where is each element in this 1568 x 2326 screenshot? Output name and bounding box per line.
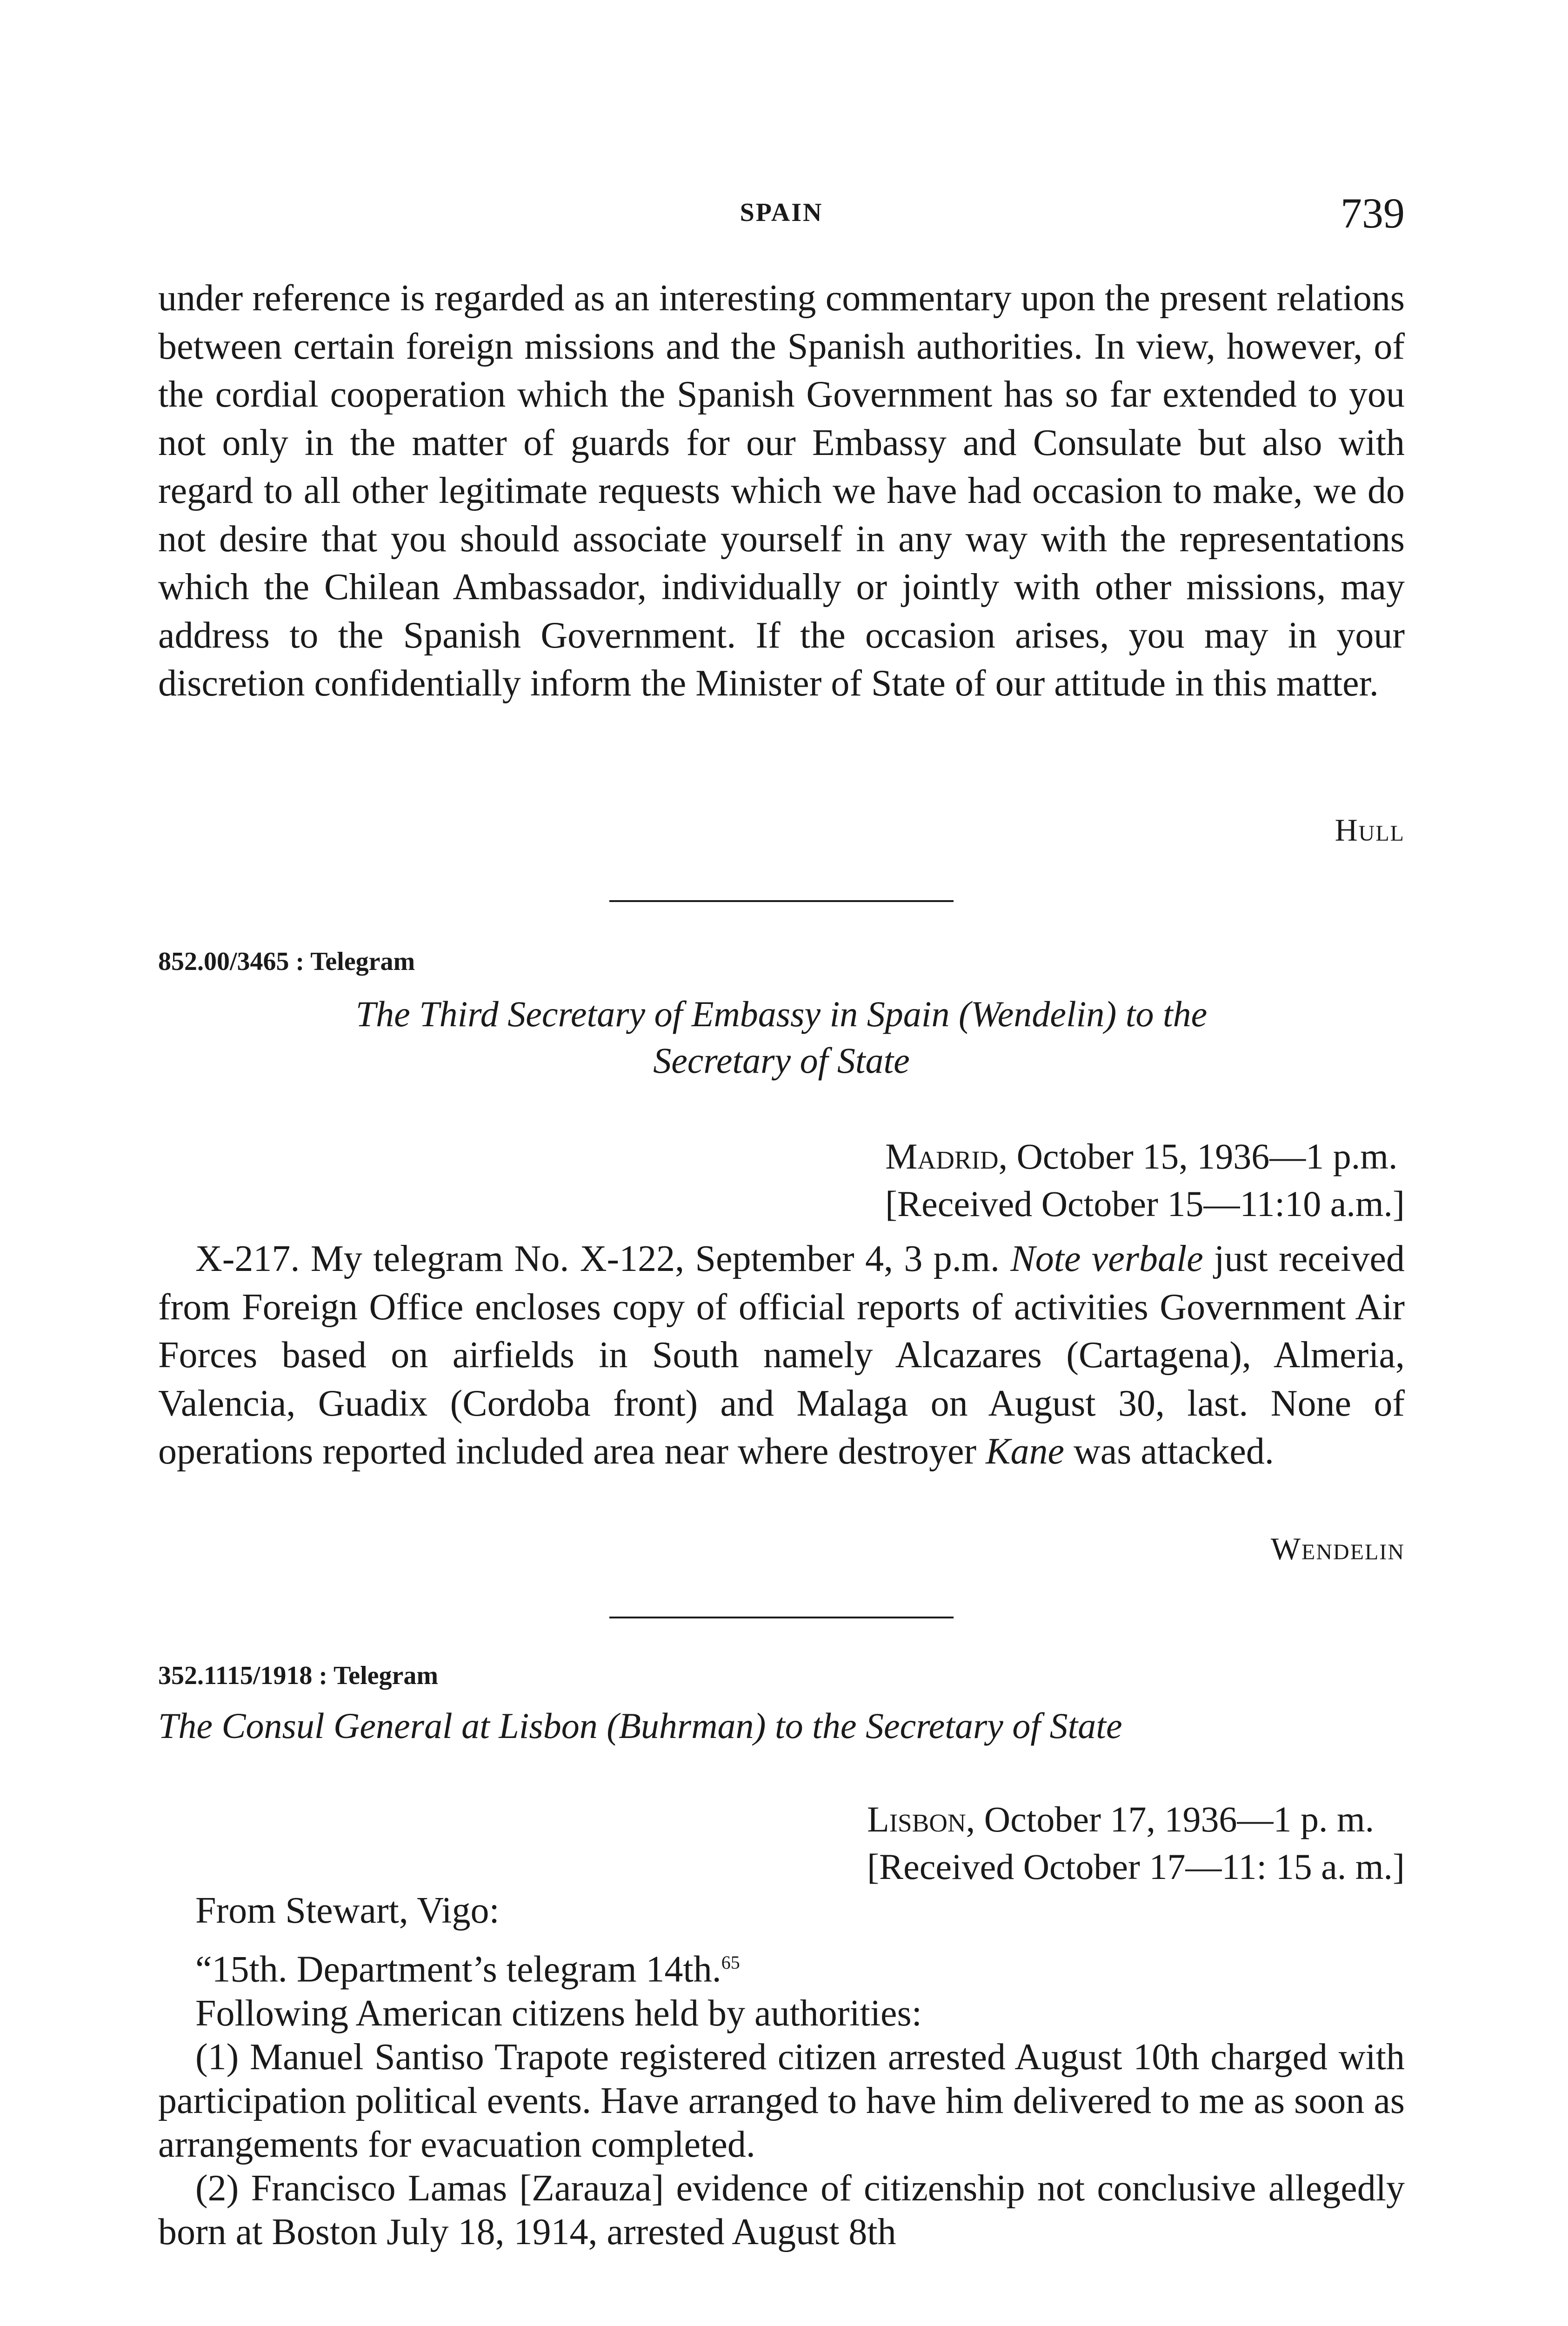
section3-dateline <box>867 1796 1405 1891</box>
section2-heading-line2: Secretary of State <box>653 1040 910 1081</box>
note-verbale: Note verbale <box>1010 1238 1203 1279</box>
section2-body-container <box>158 1235 1405 1476</box>
section1-signature: Hull <box>1334 812 1405 848</box>
section3-heading: The Consul General at Lisbon (Buhrman) to the Secretary of State <box>158 1705 1122 1746</box>
section3-from: From Stewart, Vigo: <box>195 1890 500 1931</box>
section1-body: under reference is regarded as an interesting commentary upon the present relations between certain foreign missions and the Spanish authorities. In view, however, of the cordial cooperation which the Spanish Government has so far extended to you not only in the matter of guards for our Embassy and Consulate but also with regard to all other legitimate requests which we have had occasion to make, we do not desire that you should associate yourself in any way with the representations which the Chilean Ambassador, individually or jointly with other missions, may address to the Spanish Government. If the occasion arises, you may in your discretion confidentially inform the Minister of State of our attitude in this matter. <box>158 278 1405 704</box>
section2-dateline <box>885 1133 1405 1228</box>
section2-signature: Wendelin <box>1270 1531 1405 1566</box>
section2-heading <box>158 991 1405 1084</box>
section3-line2: Following American citizens held by authorities: <box>195 1992 922 2034</box>
section3-place: Lisbon, <box>867 1799 975 1839</box>
section3-item2: (2) Francisco Lamas [Zarauza] evidence of citizenship not conclusive allegedly born at Boston July 18, 1914, arrested August 8th <box>158 2167 1405 2252</box>
running-title: SPAIN <box>740 198 823 227</box>
section3-file-ref: 352.1115/1918 : Telegram <box>158 1661 438 1690</box>
footnote-ref: 65 <box>721 1952 740 1973</box>
section2-received: [Received October 15—11:10 a.m.] <box>885 1183 1405 1224</box>
section3-received: [Received October 17—11: 15 a. m.] <box>867 1846 1405 1887</box>
section3-body-container <box>158 1889 1405 2254</box>
running-header <box>158 188 1405 240</box>
section2-place: Madrid, <box>885 1136 1008 1176</box>
section2-date: October 15, 1936—1 p.m. <box>1008 1136 1398 1176</box>
page-number: 739 <box>1341 189 1405 237</box>
section2-heading-line1: The Third Secretary of Embassy in Spain (Wendelin) to the <box>355 994 1208 1034</box>
section-divider <box>609 1617 954 1618</box>
section2-body: X-217. My telegram No. X-122, September 4, 3 p.m. Note verbale just received from Foreign Office encloses copy of official reports of activities Government Air Forces based on airfields in South namely Alcazares (Cartagena), Almeria, Valencia, Guadix (Cordoba front) and Malaga on August 30, last. None of operations reported included area near where destroyer Kane was attacked. <box>158 1238 1405 1472</box>
section3-date: October 17, 1936—1 p. m. <box>975 1799 1375 1839</box>
ship-name: Kane <box>986 1431 1065 1472</box>
section-divider <box>609 900 954 902</box>
section3-item1: (1) Manuel Santiso Trapote registered citizen arrested August 10th charged with participation political events. Have arranged to have him delivered to me as soon as arrangements for evacuation completed. <box>158 2036 1405 2165</box>
section3-line1: “15th. Department’s telegram 14th.$^{65}$ <box>195 1949 740 1990</box>
section1-body-container <box>158 274 1405 708</box>
section2-file-ref: 852.00/3465 : Telegram <box>158 947 415 976</box>
